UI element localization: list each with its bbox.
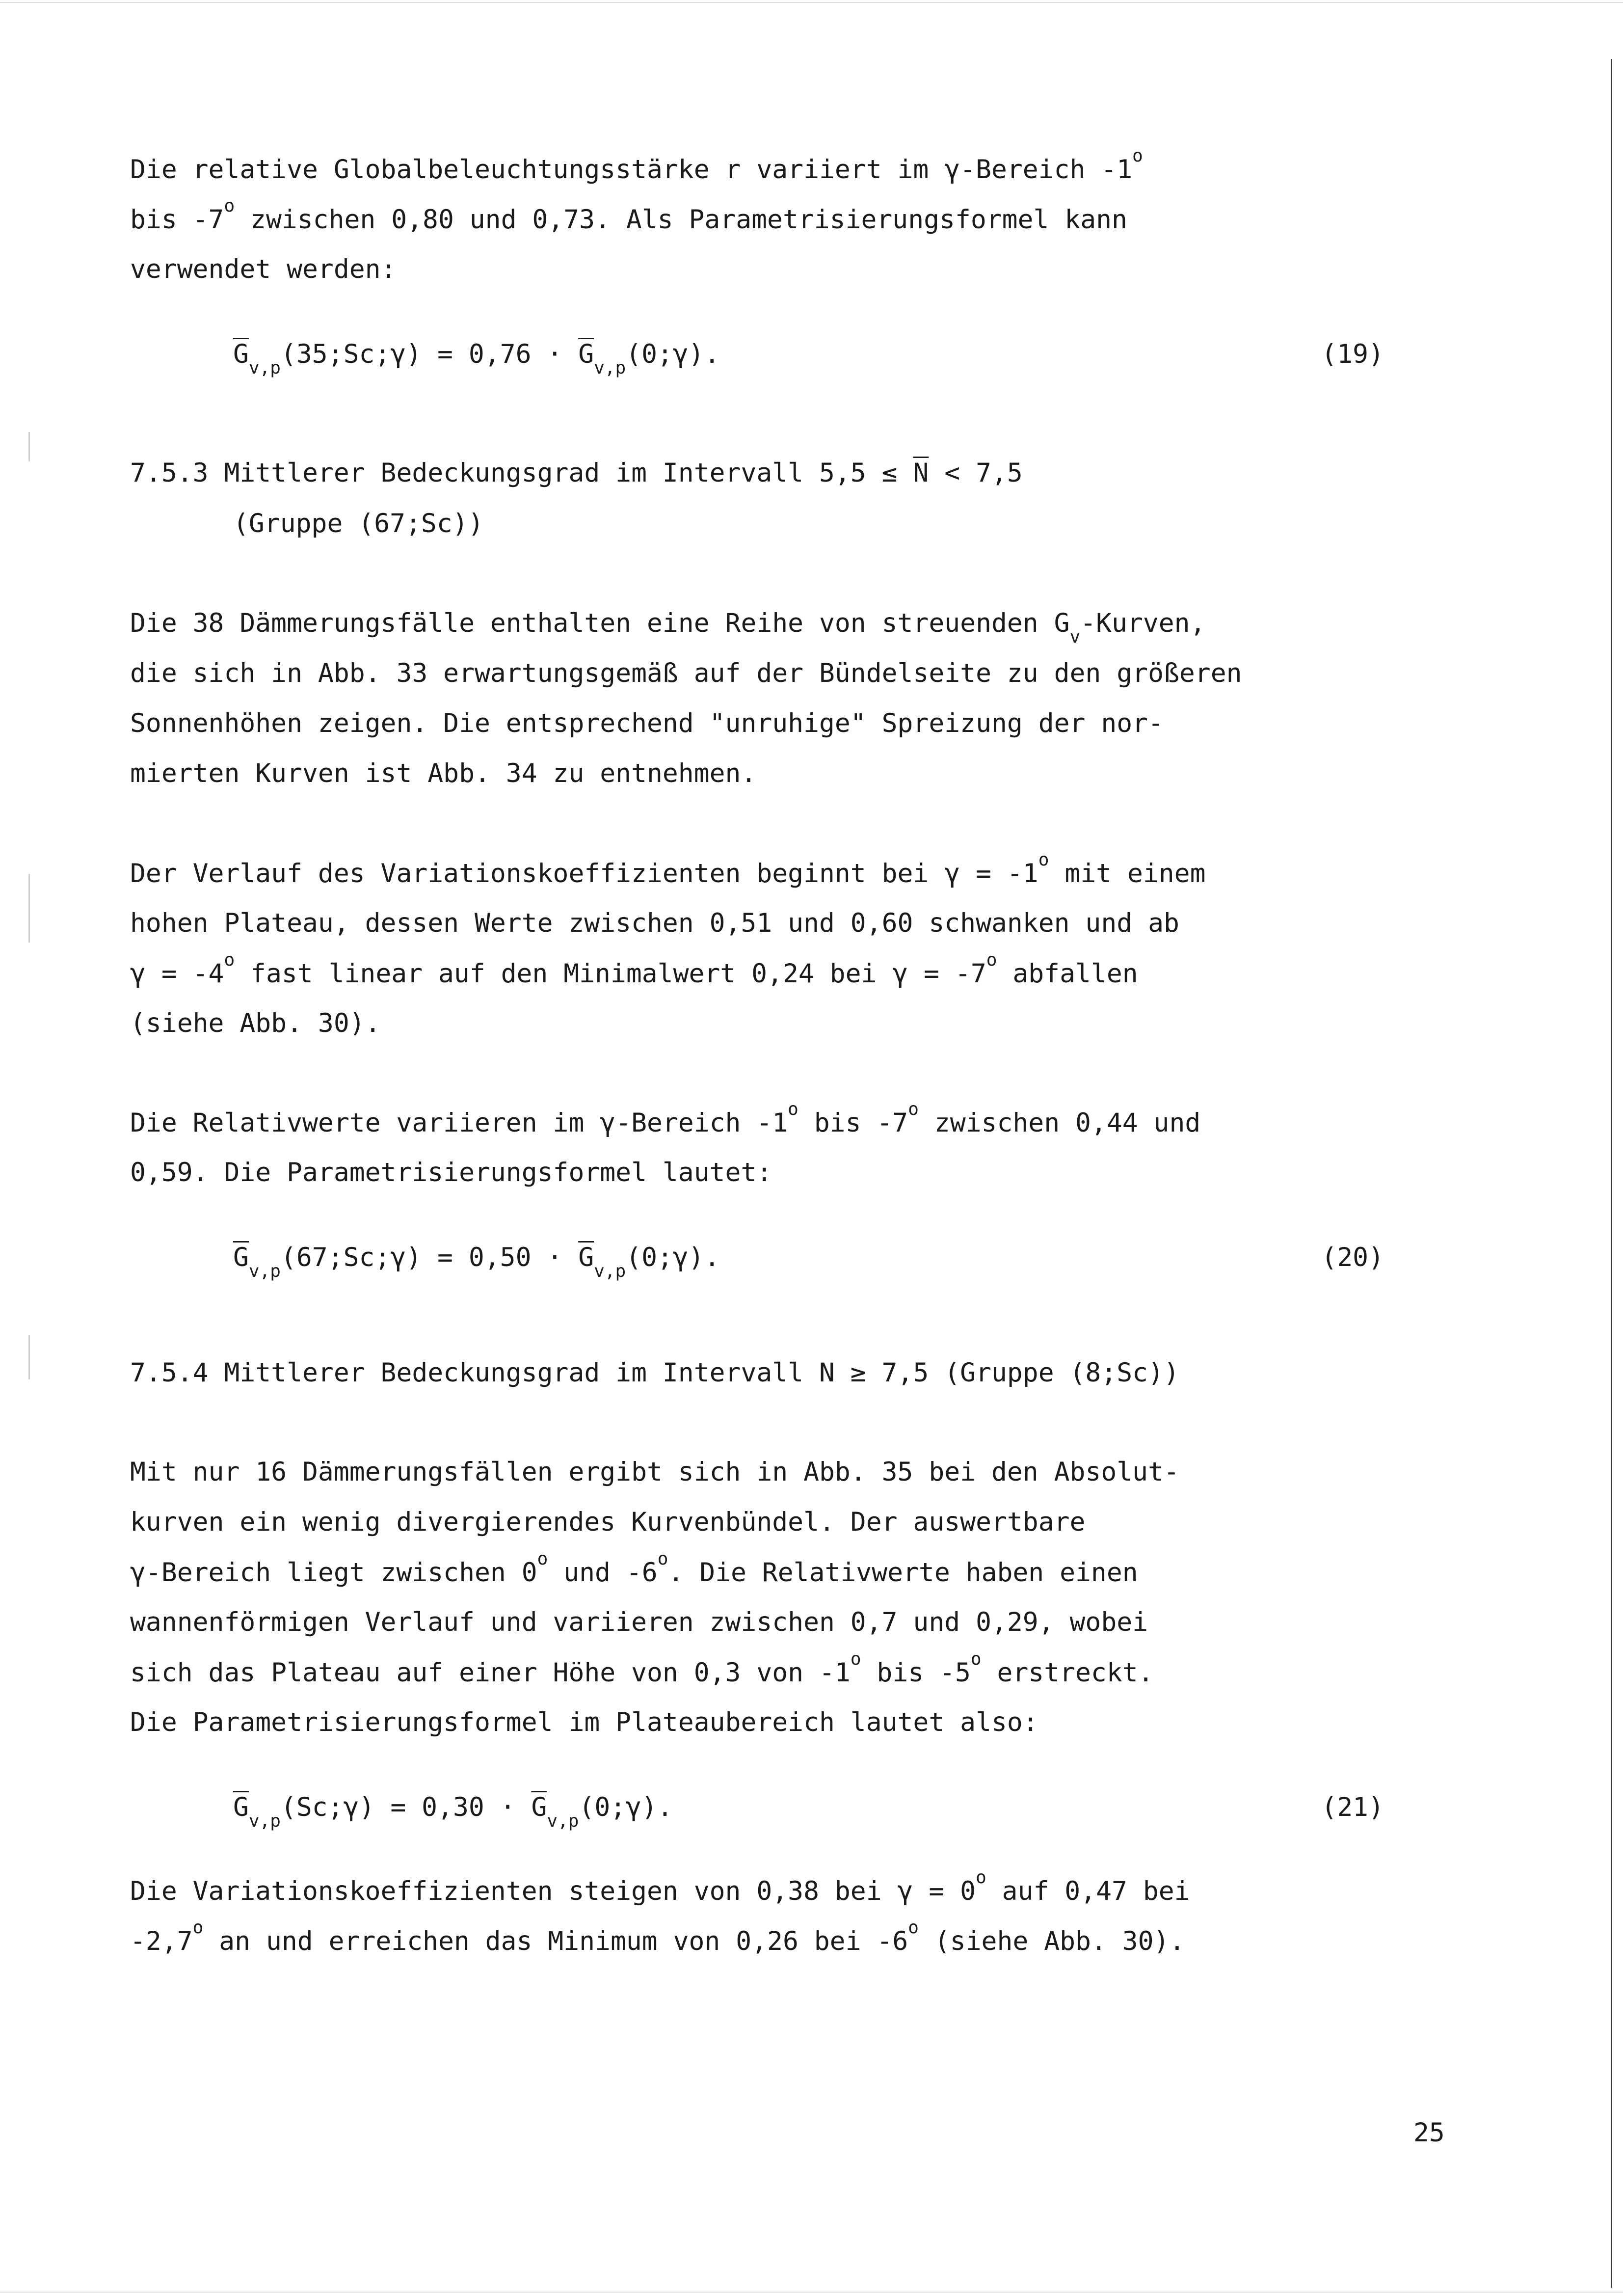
subscript: v <box>1069 627 1081 647</box>
equation-text: (0;γ). <box>626 1243 720 1272</box>
paragraph-1-line-3: verwendet werden: <box>130 254 397 284</box>
equation-text: (Sc;γ) = 0,30 · <box>280 1792 532 1822</box>
equation-text: (0;γ). <box>579 1792 673 1822</box>
text: γ-Bereich liegt zwischen 0 <box>130 1558 537 1588</box>
text: Der Verlauf des Variationskoeffizienten beginnt bei γ = -1 <box>130 859 1038 889</box>
degree-mark: o <box>908 1099 919 1119</box>
n-bar-symbol: $\overline{N}$ <box>913 458 929 488</box>
equation-number-21: (21) <box>1321 1792 1384 1822</box>
section-heading-7-5-4: 7.5.4 Mittlerer Bedeckungsgrad im Intervall N ≥ 7,5 (Gruppe (8;Sc)) <box>130 1358 1179 1388</box>
paragraph-2-line-4: mierten Kurven ist Abb. 34 zu entnehmen. <box>130 758 757 788</box>
margin-mark <box>28 1335 30 1379</box>
degree-mark: o <box>850 1649 861 1669</box>
paragraph-5-line-4: wannenförmigen Verlauf und variieren zwischen 0,7 und 0,29, wobei <box>130 1607 1148 1637</box>
text: (siehe Abb. 30). <box>918 1926 1185 1956</box>
g-bar-symbol: $\overline{G}$ <box>233 1243 249 1272</box>
g-bar-symbol: $\overline{G}$ <box>531 1792 547 1822</box>
g-bar-symbol: $\overline{G}$ <box>233 1792 249 1822</box>
subscript: v,p <box>547 1811 579 1831</box>
paragraph-6-line-2 <box>130 1918 1185 1956</box>
text: zwischen 0,80 und 0,73. Als Parametrisierungsformel kann <box>235 205 1127 235</box>
text: abfallen <box>997 959 1138 989</box>
text: erstreckt. <box>981 1658 1154 1688</box>
equation-text: (67;Sc;γ) = 0,50 · <box>280 1243 579 1272</box>
paragraph-5-line-2: kurven ein wenig divergierendes Kurvenbündel. Der auswertbare <box>130 1507 1086 1537</box>
section-heading-7-5-3 <box>130 460 1023 486</box>
paragraph-4-line-1 <box>130 1099 1201 1138</box>
paragraph-1-line-1 <box>130 146 1143 185</box>
paragraph-2-line-3: Sonnenhöhen zeigen. Die entsprechend "unruhige" Spreizung der nor- <box>130 708 1164 738</box>
text: Die relative Globalbeleuchtungsstärke r variiert im γ-Bereich -1 <box>130 155 1133 185</box>
equation-text: (35;Sc;γ) = 0,76 · <box>280 339 579 369</box>
g-bar-symbol: $\overline{G}$ <box>578 1243 594 1272</box>
equation-number-19: (19) <box>1321 339 1384 369</box>
scan-top-edge <box>0 2 1623 3</box>
subscript: v,p <box>248 358 281 378</box>
subscript: v,p <box>248 1811 281 1831</box>
text: . Die Relativwerte haben einen <box>668 1558 1138 1588</box>
paragraph-2-line-1 <box>130 608 1206 647</box>
degree-mark: o <box>537 1549 548 1569</box>
degree-mark: o <box>1132 146 1143 166</box>
g-bar-symbol: $\overline{G}$ <box>233 339 249 369</box>
paragraph-5-line-6: Die Parametrisierungsformel im Plateaubereich lautet also: <box>130 1707 1038 1737</box>
text: auf 0,47 bei <box>986 1876 1190 1906</box>
text: fast linear auf den Minimalwert 0,24 bei γ = -7 <box>235 959 986 989</box>
degree-mark: o <box>192 1918 204 1938</box>
text: -2,7 <box>130 1926 193 1956</box>
text: bis -5 <box>861 1658 971 1688</box>
degree-mark: o <box>986 950 997 970</box>
text: -Kurven, <box>1080 608 1206 638</box>
heading-text: 7.5.3 Mittlerer Bedeckungsgrad im Intervall 5,5 ≤ <box>130 458 913 488</box>
degree-mark: o <box>1038 850 1049 870</box>
subscript: v,p <box>594 358 626 378</box>
text: an und erreichen das Minimum von 0,26 bei -6 <box>203 1926 908 1956</box>
paragraph-3-line-3 <box>130 950 1138 989</box>
paragraph-3-line-1 <box>130 850 1206 889</box>
text: Die Relativwerte variieren im γ-Bereich -1 <box>130 1108 788 1138</box>
paragraph-6-line-1 <box>130 1867 1190 1906</box>
equation-19 <box>233 339 720 378</box>
paragraph-1-line-2 <box>130 196 1127 235</box>
text: Die Variationskoeffizienten steigen von 0,38 bei γ = 0 <box>130 1876 976 1906</box>
paragraph-5-line-1: Mit nur 16 Dämmerungsfällen ergibt sich in Abb. 35 bei den Absolut- <box>130 1457 1179 1487</box>
margin-mark <box>28 874 30 943</box>
paragraph-5-line-5 <box>130 1649 1154 1688</box>
text: zwischen 0,44 und <box>918 1108 1201 1138</box>
margin-mark <box>28 432 30 461</box>
text: Die 38 Dämmerungsfälle enthalten eine Reihe von streuenden G <box>130 608 1070 638</box>
paragraph-4-line-2: 0,59. Die Parametrisierungsformel lautet: <box>130 1158 772 1188</box>
text: sich das Plateau auf einer Höhe von 0,3 von -1 <box>130 1658 851 1688</box>
degree-mark: o <box>788 1099 798 1119</box>
equation-20 <box>233 1243 720 1281</box>
scan-bottom-edge <box>0 2292 1623 2293</box>
subscript: v,p <box>248 1261 281 1281</box>
scan-right-edge-line <box>1611 59 1612 2288</box>
subscript: v,p <box>594 1261 626 1281</box>
degree-mark: o <box>976 1867 986 1888</box>
equation-text: (0;γ). <box>626 339 720 369</box>
paragraph-2-line-2: die sich in Abb. 33 erwartungsgemäß auf der Bündelseite zu den größeren <box>130 658 1242 688</box>
g-bar-symbol: $\overline{G}$ <box>578 339 594 369</box>
text: bis -7 <box>130 205 224 235</box>
degree-mark: o <box>224 196 235 216</box>
equation-number-20: (20) <box>1321 1243 1384 1272</box>
text: γ = -4 <box>130 959 224 989</box>
paragraph-3-line-4: (siehe Abb. 30). <box>130 1008 381 1038</box>
text: bis -7 <box>798 1108 908 1138</box>
degree-mark: o <box>657 1549 668 1569</box>
paragraph-3-line-2: hohen Plateau, dessen Werte zwischen 0,51 und 0,60 schwanken und ab <box>130 908 1179 938</box>
degree-mark: o <box>224 950 235 970</box>
paragraph-5-line-3 <box>130 1549 1138 1588</box>
text: mit einem <box>1049 859 1206 889</box>
degree-mark: o <box>970 1649 982 1669</box>
section-heading-7-5-3-line-2: (Gruppe (67;Sc)) <box>233 509 484 539</box>
heading-text: < 7,5 <box>929 458 1023 488</box>
degree-mark: o <box>908 1918 919 1938</box>
page-number: 25 <box>1413 2118 1445 2148</box>
text: und -6 <box>548 1558 658 1588</box>
equation-21 <box>233 1792 673 1831</box>
